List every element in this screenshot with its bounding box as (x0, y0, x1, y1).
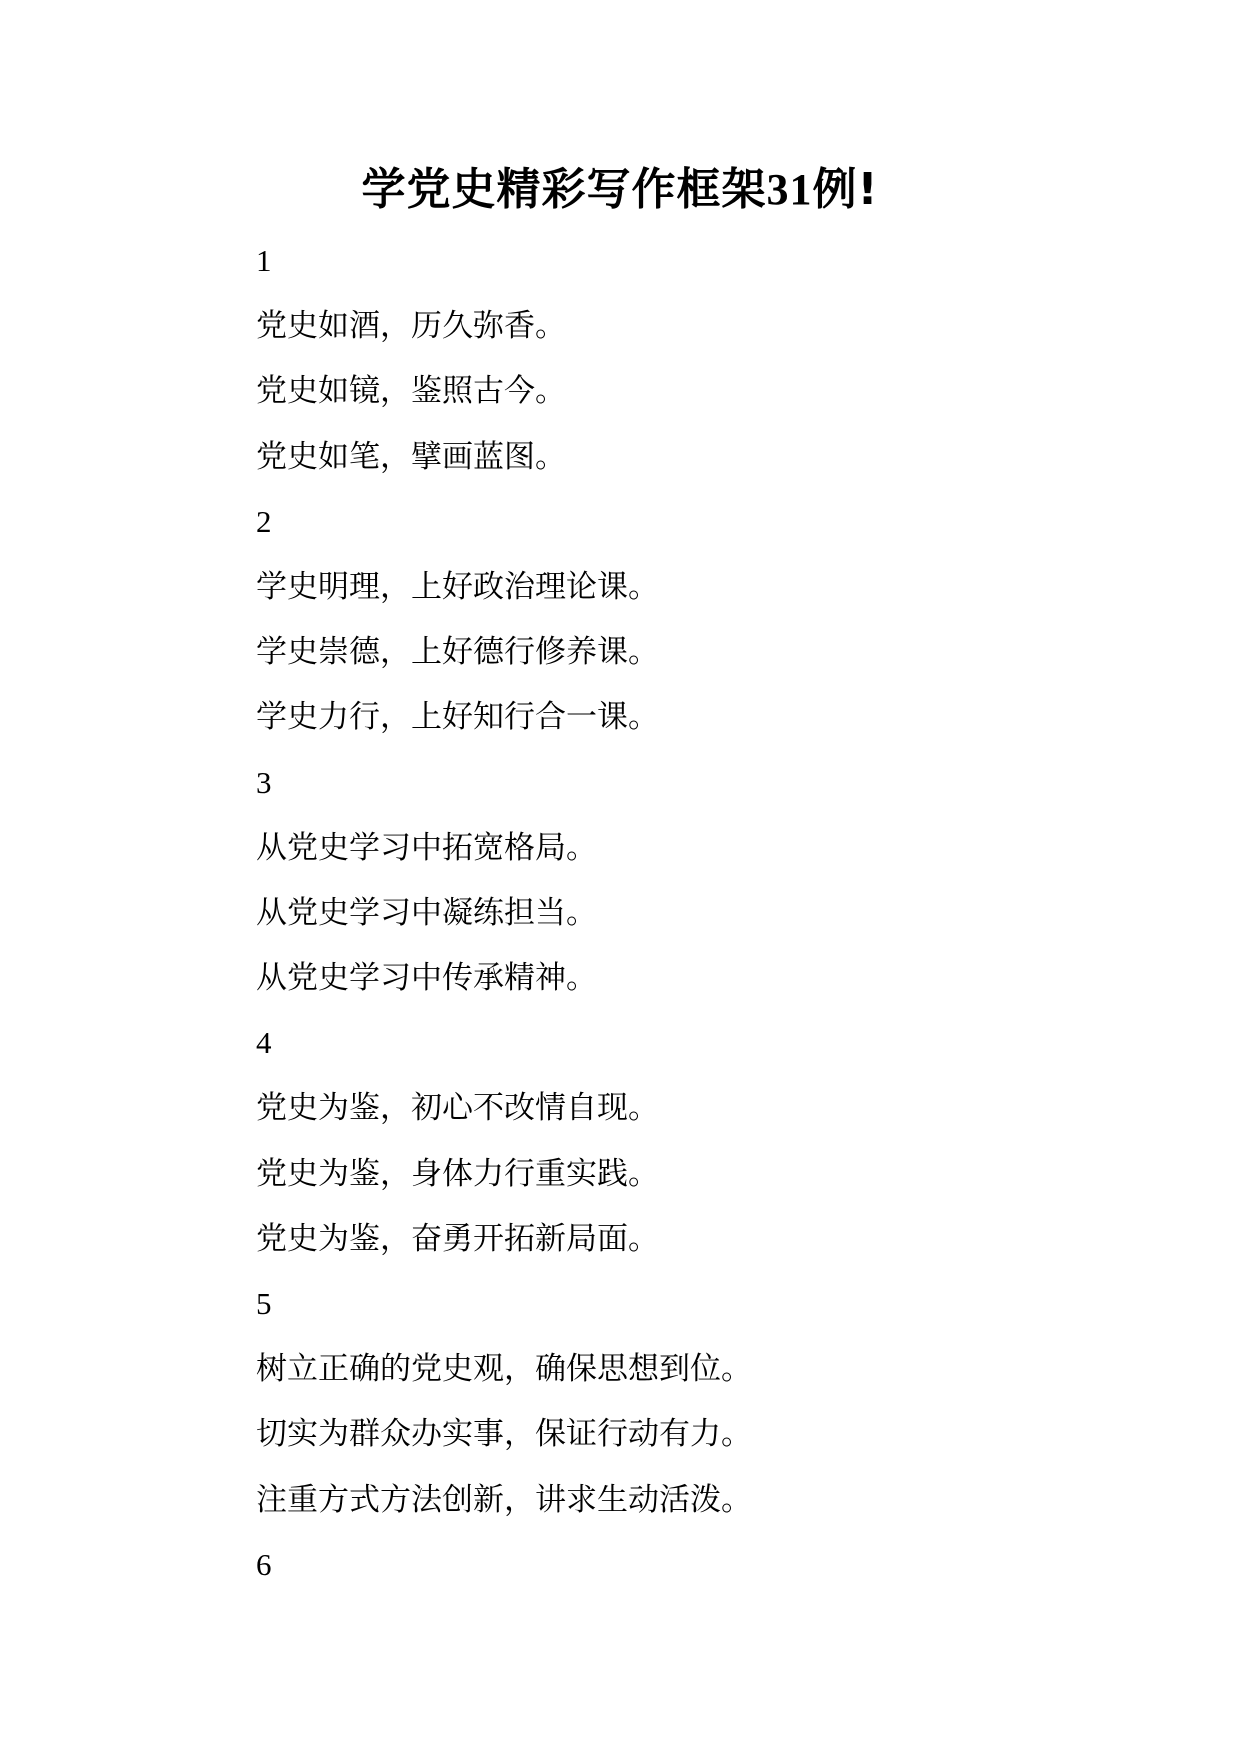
body-line: 注重方式方法创新，讲求生动活泼。 (256, 1481, 752, 1518)
body-line: 学史崇德，上好德行修养课。 (256, 634, 659, 671)
body-line: 树立正确的党史观，确保思想到位。 (256, 1351, 752, 1388)
title-suffix: 例! (812, 164, 879, 215)
title-prefix: 学党史精彩写作框架 (361, 164, 767, 215)
section-number: 3 (256, 764, 272, 800)
title-number: 31 (766, 165, 813, 214)
body-line: 党史如笔，擘画蓝图。 (256, 438, 566, 475)
body-line: 切实为群众办实事，保证行动有力。 (256, 1416, 752, 1453)
section-number: 5 (256, 1286, 272, 1321)
section-number: 1 (256, 243, 272, 278)
section-number: 6 (256, 1546, 272, 1582)
body-line: 党史为鉴，初心不改情自现。 (256, 1090, 659, 1127)
body-line: 从党史学习中拓宽格局。 (256, 829, 597, 866)
body-line: 党史如镜，鉴照古今。 (256, 373, 566, 410)
body-line: 党史为鉴，奋勇开拓新局面。 (256, 1220, 659, 1257)
body-line: 从党史学习中凝练担当。 (256, 894, 597, 931)
body-line: 学史力行，上好知行合一课。 (256, 699, 659, 736)
body-line: 学史明理，上好政治理论课。 (256, 568, 659, 605)
body-line: 党史为鉴，身体力行重实践。 (256, 1155, 659, 1192)
body-line: 党史如酒，历久弥香。 (256, 308, 566, 345)
body-line: 从党史学习中传承精神。 (256, 960, 597, 997)
section-number: 2 (256, 503, 272, 539)
document-body (256, 236, 1156, 1605)
document-title (0, 162, 1240, 218)
section-number: 4 (256, 1025, 272, 1061)
